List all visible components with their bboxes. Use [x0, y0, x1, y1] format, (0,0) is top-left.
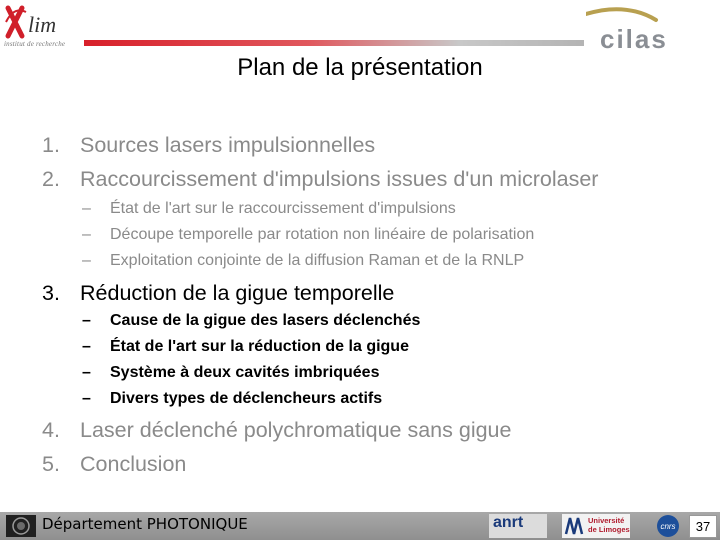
svg-text:cnrs: cnrs — [660, 522, 676, 531]
university-limoges-logo: Université de Limoges — [562, 514, 630, 538]
anrt-logo: anrt — [489, 514, 547, 538]
dash-bullet: – — [82, 226, 91, 243]
subitem-label: Exploitation conjointe de la diffusion Raman et de la RNLP — [110, 252, 525, 269]
dash-bullet: – — [82, 312, 91, 329]
item-label: Raccourcissement d'impulsions issues d'un microlaser — [80, 167, 599, 191]
subitem-label: Système à deux cavités imbriquées — [110, 364, 380, 381]
subitem-label: État de l'art sur le raccourcissement d'impulsions — [110, 200, 456, 217]
svg-text:lim: lim — [28, 12, 57, 37]
page-title: Plan de la présentation — [237, 54, 483, 81]
item-number: 3. — [42, 281, 60, 305]
dash-bullet: – — [82, 364, 91, 381]
subitem-label: Cause de la gigue des lasers déclenchés — [110, 312, 421, 329]
item-label: Conclusion — [80, 452, 187, 476]
department-label: Département PHOTONIQUE — [42, 515, 248, 533]
cnrs-logo — [656, 514, 680, 538]
dash-bullet: – — [82, 390, 91, 407]
subitem-label: Découpe temporelle par rotation non linéaire de polarisation — [110, 226, 535, 243]
dash-bullet: – — [82, 200, 91, 217]
item-number: 1. — [42, 133, 60, 157]
item-label: Réduction de la gigue temporelle — [80, 281, 395, 305]
item-number: 5. — [42, 452, 60, 476]
subitem-label: État de l'art sur la réduction de la gigue — [110, 338, 409, 355]
item-label: Sources lasers impulsionnelles — [80, 133, 376, 157]
svg-text:cilas: cilas — [600, 24, 668, 52]
item-number: 4. — [42, 418, 60, 442]
dash-bullet: – — [82, 338, 91, 355]
item-label: Laser déclenché polychromatique sans gigue — [80, 418, 512, 442]
page-number-box — [689, 515, 717, 538]
xlim-subtitle: institut de recherche — [4, 40, 66, 48]
subitem-label: Divers types de déclencheurs actifs — [110, 390, 383, 407]
department-emblem-icon — [6, 515, 36, 537]
dash-bullet: – — [82, 252, 91, 269]
page-number: 37 — [695, 519, 711, 534]
item-number: 2. — [42, 167, 60, 191]
